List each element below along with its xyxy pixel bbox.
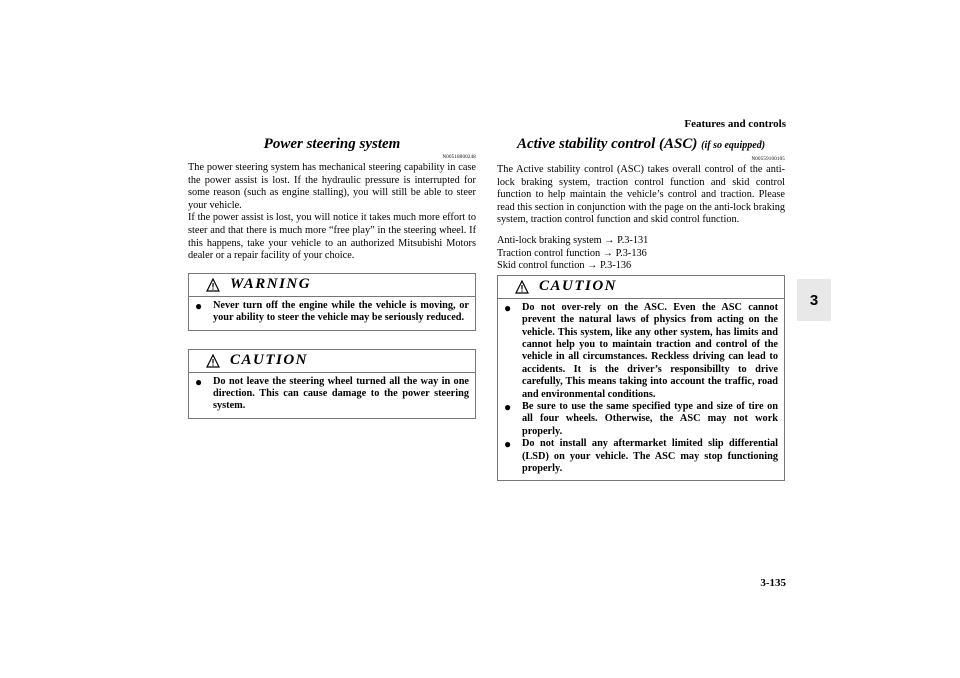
paragraph: If the power assist is lost, you will notice it takes much more effort to steer and that there is much more “free play” in the steering wheel. If this happens, take your vehicle to an authorized Mitsubishi Motors dealer or a repair facility of your choice. bbox=[188, 212, 476, 262]
caution-item: ● Do not install any aftermarket limited slip differential (LSD) on your vehicle. The ASC may stop functioning properly. bbox=[504, 437, 778, 475]
section-code: N00518000248 bbox=[442, 155, 476, 160]
reference-list bbox=[497, 235, 785, 273]
bullet-icon: ● bbox=[195, 374, 203, 389]
warning-triangle-icon bbox=[515, 280, 529, 294]
caution-title: CAUTION bbox=[539, 278, 618, 295]
warning-triangle-icon bbox=[206, 354, 220, 368]
bullet-icon: ● bbox=[504, 300, 512, 315]
caution-title: CAUTION bbox=[230, 352, 309, 369]
caution-box bbox=[188, 349, 476, 419]
bullet-icon: ● bbox=[195, 298, 203, 313]
asc-heading-sub: (if so equipped) bbox=[701, 140, 766, 151]
warning-box-header bbox=[189, 274, 475, 297]
caution-item: ● Do not leave the steering wheel turned all the way in one direction. This can cause damage to the power steering system. bbox=[195, 374, 469, 412]
caution-box-header bbox=[189, 350, 475, 373]
reference-link[interactable]: Skid control function → P.3-136 bbox=[497, 260, 632, 272]
reference-link[interactable]: Traction control function → P.3-136 bbox=[497, 247, 647, 259]
caution-item: ● Be sure to use the same specified type and size of tire on all four wheels. Otherwise, the ASC may not work properly. bbox=[504, 400, 778, 437]
warning-triangle-icon bbox=[206, 278, 220, 292]
page-number: 3-135 bbox=[760, 577, 786, 589]
caution-box-header bbox=[498, 276, 784, 299]
section-code: N00559100105 bbox=[751, 157, 785, 162]
bullet-icon: ● bbox=[504, 400, 512, 414]
left-column bbox=[188, 134, 476, 419]
power-steering-heading: Power steering system bbox=[263, 136, 401, 152]
chapter-tab: 3 bbox=[797, 279, 831, 321]
section-header: Features and controls bbox=[684, 118, 786, 130]
warning-item: ● Never turn off the engine while the vehicle is moving, or your ability to steer the vehicle may be seriously reduced. bbox=[195, 298, 469, 324]
paragraph: The power steering system has mechanical steering capability in case the power assist is lost. If the hydraulic pressure is interrupted for some reason (such as engine stalling), you will still be able to steer your vehicle. bbox=[188, 162, 476, 211]
reference-link[interactable]: Anti-lock braking system → P.3-131 bbox=[497, 234, 649, 246]
caution-box bbox=[497, 275, 785, 482]
right-column bbox=[497, 134, 785, 481]
caution-item: ● Do not over-rely on the ASC. Even the ASC cannot prevent the natural laws of physics from acting on the vehicle. This system, like any other system, has limits and cannot help you to maintain traction and control of the vehicle in all circumstances. Reckless driving can lead to accidents. It is the driver’s responsibillty to drive carefully, This means taking into account the traffic, road and environmental conditions. bbox=[504, 300, 778, 400]
warning-box bbox=[188, 273, 476, 331]
asc-heading: Active stability control (ASC) (if so equipped) bbox=[516, 136, 766, 152]
warning-title: WARNING bbox=[230, 276, 312, 293]
bullet-icon: ● bbox=[504, 437, 512, 452]
paragraph: The Active stability control (ASC) takes overall control of the anti-lock braking system, traction control function and skid control function to help maintain the vehicle’s control and traction. Please read this section in conjunction with the page on the anti-lock braking system, traction control function and skid control function. bbox=[497, 164, 785, 226]
